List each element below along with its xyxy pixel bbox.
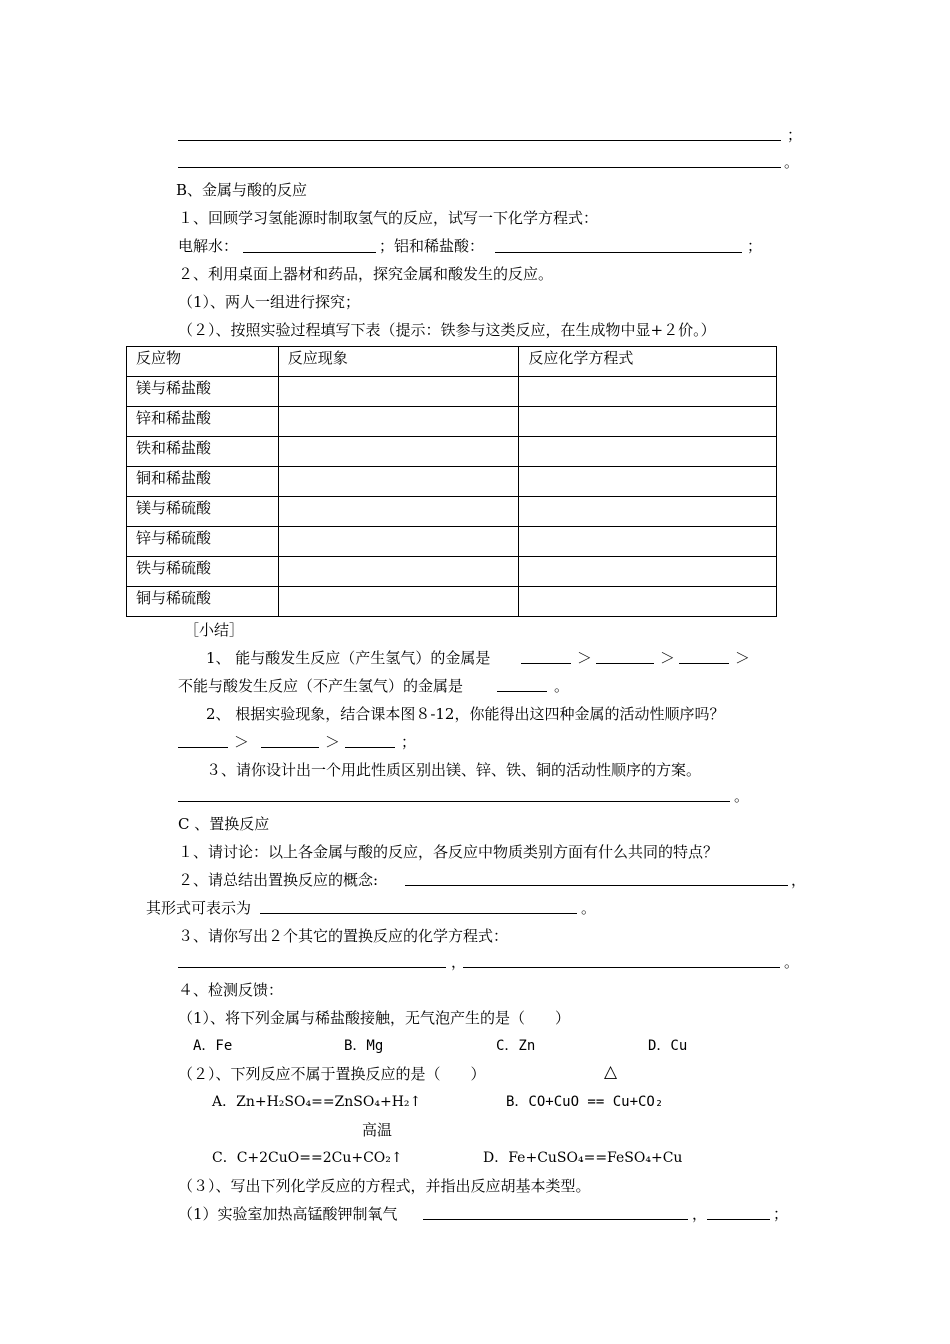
reactant-cell: 镁与稀盐酸 — [127, 377, 279, 407]
phenomenon-cell[interactable] — [278, 407, 519, 437]
equation-cell[interactable] — [519, 587, 777, 617]
phenomenon-cell[interactable] — [278, 557, 519, 587]
b-q1-electrolysis-label: 电解水： — [178, 237, 239, 255]
table-row — [127, 407, 777, 437]
section-b-title: B、金属与酸的反应 — [176, 181, 308, 199]
mc-option[interactable]: C．C+2CuO==2Cu+CO₂↑ — [212, 1150, 403, 1166]
c-form-label: 其形式可表示为 — [146, 899, 252, 917]
table-row — [127, 467, 777, 497]
punct: ； — [773, 1205, 789, 1223]
punct: 。 — [734, 787, 750, 805]
punct: ； — [787, 126, 803, 144]
punct: ， — [791, 871, 807, 889]
gt-sign: ＞ — [577, 649, 593, 667]
high-temp-label: 高温 — [362, 1121, 393, 1139]
reactant-cell: 锌与稀硫酸 — [127, 527, 279, 557]
table-row — [127, 587, 777, 617]
answer-line[interactable] — [679, 663, 729, 664]
summary-1b: 不能与酸发生反应（不产生氢气）的金属是 — [178, 677, 464, 695]
answer-line-top-1[interactable] — [178, 140, 781, 141]
answer-line-concept[interactable] — [405, 885, 788, 886]
punct: ， — [451, 953, 467, 971]
punct: 。 — [784, 953, 800, 971]
summary-2: 2、 根据实验现象，结合课本图８-12，你能得出这四种金属的活动性顺序吗？ — [206, 705, 725, 723]
mc-option[interactable]: D．Fe+CuSO₄==FeSO₄+Cu — [483, 1150, 683, 1166]
phenomenon-cell[interactable] — [278, 497, 519, 527]
mc-question-1: （1）、将下列金属与稀盐酸接触，无气泡产生的是（ ） — [178, 1009, 571, 1027]
c-question-3: ３、请你写出２个其它的置换反应的化学方程式： — [178, 927, 509, 945]
reactant-cell: 锌和稀盐酸 — [127, 407, 279, 437]
equation-cell[interactable] — [519, 497, 777, 527]
phenomenon-cell[interactable] — [278, 467, 519, 497]
answer-line[interactable] — [596, 663, 654, 664]
b-q1-aluminum-label: ；铝和稀盐酸： — [379, 237, 485, 255]
answer-line-electrolysis[interactable] — [243, 252, 376, 253]
phenomenon-cell[interactable] — [278, 587, 519, 617]
answer-line-aluminum[interactable] — [495, 252, 742, 253]
table-row — [127, 527, 777, 557]
answer-line[interactable] — [178, 747, 228, 748]
equation-cell[interactable] — [519, 377, 777, 407]
summary-1a: 1、 能与酸发生反应（产生氢气）的金属是 — [206, 649, 491, 667]
phenomenon-cell[interactable] — [278, 437, 519, 467]
mc-question-3: （３）、写出下列化学反应的方程式，并指出反应胡基本类型。 — [178, 1177, 591, 1195]
table-header: 反应物 — [127, 347, 279, 377]
equation-cell[interactable] — [519, 557, 777, 587]
gt-sign: ＞ — [735, 649, 751, 667]
reactant-cell: 镁与稀硫酸 — [127, 497, 279, 527]
answer-line-type[interactable] — [707, 1219, 770, 1220]
answer-line-equation[interactable] — [423, 1219, 688, 1220]
answer-line[interactable] — [497, 691, 547, 692]
phenomenon-cell[interactable] — [278, 527, 519, 557]
gt-sign: ＞ — [325, 733, 341, 751]
answer-line[interactable] — [521, 663, 571, 664]
mc-question-2: （２）、下列反应不属于置换反应的是（ ） — [178, 1065, 486, 1083]
table-row — [127, 557, 777, 587]
b-question-2-1: （1）、两人一组进行探究； — [178, 293, 361, 311]
c-question-4: ４、检测反馈： — [178, 981, 284, 999]
punct: ， — [692, 1205, 708, 1223]
phenomenon-cell[interactable] — [278, 377, 519, 407]
punct: 。 — [581, 899, 597, 917]
mc-option[interactable]: A．Fe — [193, 1038, 233, 1054]
summary-3: ３、请你设计出一个用此性质区别出镁、锌、铁、铜的活动性顺序的方案。 — [206, 761, 702, 779]
mc-option[interactable]: B．CO+CuO == Cu+CO₂ — [506, 1094, 664, 1110]
table-header-row — [127, 347, 777, 377]
table-row — [127, 437, 777, 467]
punct: ； — [747, 237, 763, 255]
answer-line[interactable] — [178, 967, 446, 968]
reactant-cell: 铜和稀盐酸 — [127, 467, 279, 497]
table-row — [127, 377, 777, 407]
reaction-table — [126, 346, 777, 617]
answer-line[interactable] — [261, 747, 319, 748]
mc-option[interactable]: A．Zn+H₂SO₄==ZnSO₄+H₂↑ — [212, 1094, 422, 1110]
reactant-cell: 铜与稀硫酸 — [127, 587, 279, 617]
answer-line[interactable] — [463, 967, 780, 968]
c-question-2: ２、请总结出置换反应的概念: — [178, 871, 379, 889]
table-row — [127, 497, 777, 527]
summary-title: ［小结］ — [184, 621, 245, 639]
c-question-1: １、请讨论：以上各金属与酸的反应，各反应中物质类别方面有什么共同的特点？ — [178, 843, 719, 861]
mc-option[interactable]: D．Cu — [648, 1038, 688, 1054]
section-c-title: C 、置换反应 — [178, 815, 270, 833]
equation-cell[interactable] — [519, 467, 777, 497]
mc-option[interactable]: B．Mg — [344, 1038, 384, 1054]
equation-cell[interactable] — [519, 407, 777, 437]
answer-line[interactable] — [345, 747, 395, 748]
punct: 。 — [784, 153, 800, 171]
answer-line-form[interactable] — [260, 913, 577, 914]
b-question-2-2: （２）、按照实验过程填写下表（提示：铁参与这类反应，在生成物中显+２价。） — [178, 321, 716, 339]
punct: ； — [401, 733, 417, 751]
heat-triangle: △ — [604, 1062, 618, 1082]
gt-sign: ＞ — [234, 733, 250, 751]
mc-option[interactable]: C．Zn — [496, 1038, 536, 1054]
equation-cell[interactable] — [519, 437, 777, 467]
reactant-cell: 铁与稀硫酸 — [127, 557, 279, 587]
answer-line-top-2[interactable] — [178, 167, 781, 168]
table-header: 反应现象 — [278, 347, 519, 377]
reactant-cell: 铁和稀盐酸 — [127, 437, 279, 467]
equation-cell[interactable] — [519, 527, 777, 557]
b-question-2: ２、利用桌面上器材和药品，探究金属和酸发生的反应。 — [178, 265, 554, 283]
gt-sign: ＞ — [660, 649, 676, 667]
answer-line[interactable] — [178, 801, 730, 802]
table-header: 反应化学方程式 — [519, 347, 777, 377]
b-question-1: １、回顾学习氢能源时制取氢气的反应，试写一下化学方程式： — [178, 209, 599, 227]
q3-1-label: （1）实验室加热高锰酸钾制氧气 — [178, 1205, 398, 1223]
punct: 。 — [554, 677, 570, 695]
